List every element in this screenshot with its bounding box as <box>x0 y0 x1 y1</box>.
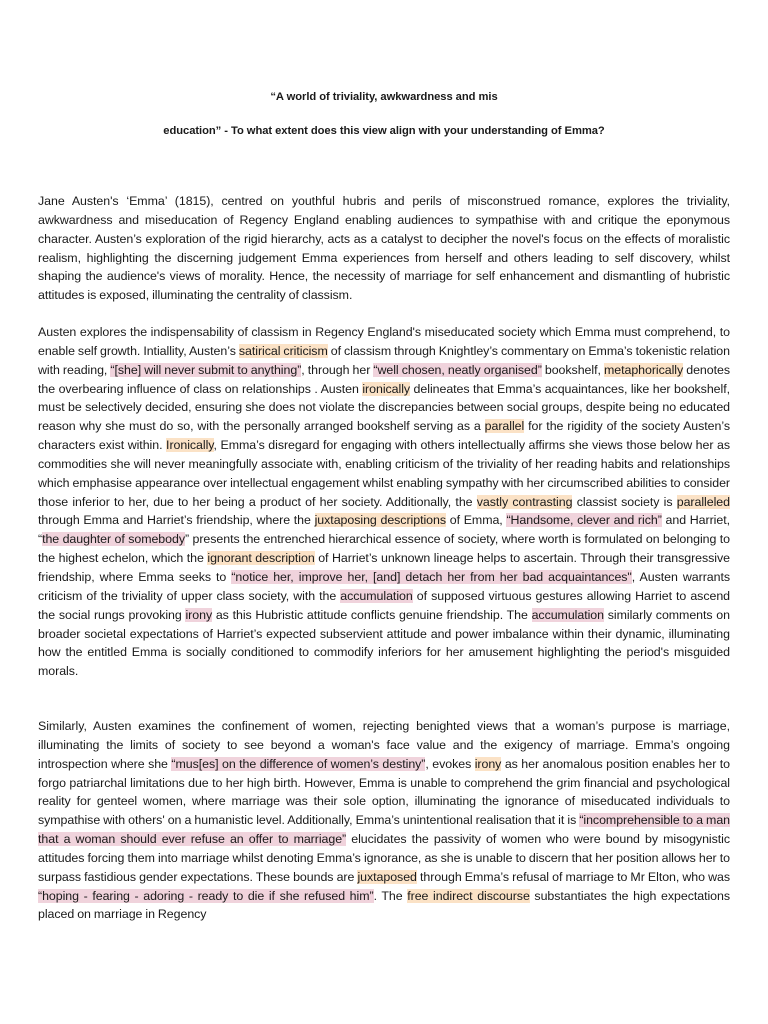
highlight-technique: juxtaposed <box>357 869 417 884</box>
text-segment: , Emma’s disregard for engaging with others intellectually affirms she views those below her as commodities she will never meaningfully associate with, enabling criticism of the triviality of her reading habits and relationships which emphasise appearance over intellectual engagement whilst enabling sympathy with her circumscribed abilities to consider those inferior to her, due to her being a product of her society. Additionally, the <box>38 438 730 509</box>
highlight-technique: free indirect discourse <box>407 888 530 903</box>
highlight-technique: ignorant description <box>207 551 315 566</box>
highlight-technique: irony <box>474 756 502 771</box>
text-segment: substantiates the high expectations placed on marriage in Regency <box>38 888 730 922</box>
highlight-quote: “hoping - fearing - adoring - ready to die if she refused him” <box>38 888 374 903</box>
text-segment: , evokes <box>425 756 475 771</box>
highlight-quote: “incomprehensible to a man that a woman should ever refuse an offer to marriage” <box>38 813 730 847</box>
text-segment: , through her <box>301 362 374 377</box>
highlight-technique: parallel <box>484 419 525 434</box>
text-segment: of Harriet’s unknown lineage helps to ascertain. Through their transgressive friendship, where Emma seeks to <box>38 551 730 584</box>
text-segment: denotes the overbearing influence of class on relationships . Austen <box>38 362 730 396</box>
text-segment: Similarly, Austen examines the confinement of women, rejecting benighted views that a woman’s purpose is marriage, illuminating the limits of society to see beyond a woman's face value and the exigency of marriage. Emma’s ongoing introspection where she <box>38 719 730 771</box>
text-segment: bookshelf, <box>541 362 604 377</box>
highlight-technique: paralleled <box>676 494 730 509</box>
text-segment: for the rigidity of the society Austen’s characters exist within. <box>38 419 730 453</box>
highlight-technique: Ironically <box>166 438 214 453</box>
text-segment: as this Hubristic attitude conflicts genuine friendship. The <box>212 607 532 622</box>
text-segment: of supposed virtuous gestures allowing Harriet to ascend the social rungs provoking <box>38 588 730 622</box>
paragraph-introduction <box>38 192 730 305</box>
text-segment: . The <box>373 888 408 903</box>
essay-title-line-1: “A world of triviality, awkwardness and mis <box>270 91 498 103</box>
highlight-quote: irony <box>185 607 213 622</box>
text-segment: through Emma’s refusal of marriage to Mr Elton, who was <box>416 869 730 884</box>
text-segment: similarly comments on broader societal expectations of Harriet’s expected subservient attitude and power imbalance within their dynamic, illuminating how the entitled Emma is socially conditioned to commodify inferiors for her amusement highlighting the period's misguided morals. <box>38 607 730 679</box>
highlight-quote: accumulation <box>340 588 413 603</box>
text-segment: classist society is <box>572 494 677 509</box>
essay-title-line-2: education” - To what extent does this view align with your understanding of Emma? <box>163 125 605 137</box>
text-segment: delineates that Emma’s acquaintances, like her bookshelf, must be selectively decided, ensuring she does not violate the discrepancies between social groups, despite being no educated reason why she must do so, with the personally arranged bookshelf serving as a <box>38 381 730 434</box>
text-segment: as her anomalous position enables her to forgo patriarchal limitations due to her high birth. However, Emma is unable to comprehend the grim financial and psychological reality for genteel women, where marriage was their sole option, illuminating the ignorance of miseducated individuals to sympathise with others' on a humanistic level. Additionally, Emma’s unintentional realisation that it is <box>38 756 730 828</box>
highlight-quote: “well chosen, neatly organised” <box>373 362 542 377</box>
highlight-technique: vastly contrasting <box>476 494 573 509</box>
text-segment: , Austen warrants criticism of the triviality of upper class society, with the <box>38 569 730 603</box>
paragraph-confinement-of-women <box>38 717 730 924</box>
text-segment: of Emma, <box>446 513 507 528</box>
text-segment: Jane Austen's ‘Emma’ (1815), centred on youthful hubris and perils of misconstrued romance, explores the triviality, awkwardness and miseducation of Regency England enabling audiences to sympathise with and critique the eponymous character. Austen’s exploration of the rigid hierarchy, acts as a catalyst to decipher the novel's focus on the effects of moralistic realism, highlighting the discerning judgement Emma experiences from herself and others leading to self discovery, whilst shaping the audience's views of morality. Hence, the necessity of marriage for self enhancement and dismantling of hubristic attitudes is exposed, illuminating the centrality of classism. <box>38 194 730 303</box>
text-segment: and Harriet, “ <box>38 513 731 547</box>
highlight-technique: metaphorically <box>603 362 684 377</box>
highlight-quote: accumulation <box>531 607 604 622</box>
highlight-technique: satirical criticism <box>238 343 328 358</box>
text-segment: ” presents the entrenched hierarchical essence of society, where worth is formulated on belonging to the highest echelon, which the <box>38 532 730 566</box>
highlight-technique: ironically <box>362 381 411 396</box>
text-segment: of classism through Knightley’s commentary on Emma’s tokenistic relation with reading, <box>38 343 730 377</box>
highlight-technique: juxtaposing descriptions <box>314 513 446 528</box>
text-segment: Austen explores the indispensability of classism in Regency England's miseducated society which Emma must comprehend, to enable self growth. Intiallity, Austen’s <box>38 325 730 358</box>
highlight-quote: “[she] will never submit to anything” <box>110 362 302 377</box>
highlight-quote: “mus[es] on the difference of women’s destiny” <box>171 756 426 771</box>
highlight-quote: “Handsome, clever and rich” <box>506 513 662 528</box>
highlight-quote: “notice her, improve her, [and] detach her from her bad acquaintances" <box>231 569 632 584</box>
text-segment: through Emma and Harriet’s friendship, where the <box>38 513 315 528</box>
highlight-quote: the daughter of somebody <box>42 532 185 547</box>
text-segment: elucidates the passivity of women who were bound by misogynistic attitudes forcing them into marriage whilst denoting Emma’s ignorance, as she is unable to discern that her position allows her to surpass fastidious gender expectations. These bounds are <box>38 832 730 884</box>
paragraph-classism <box>38 323 730 681</box>
